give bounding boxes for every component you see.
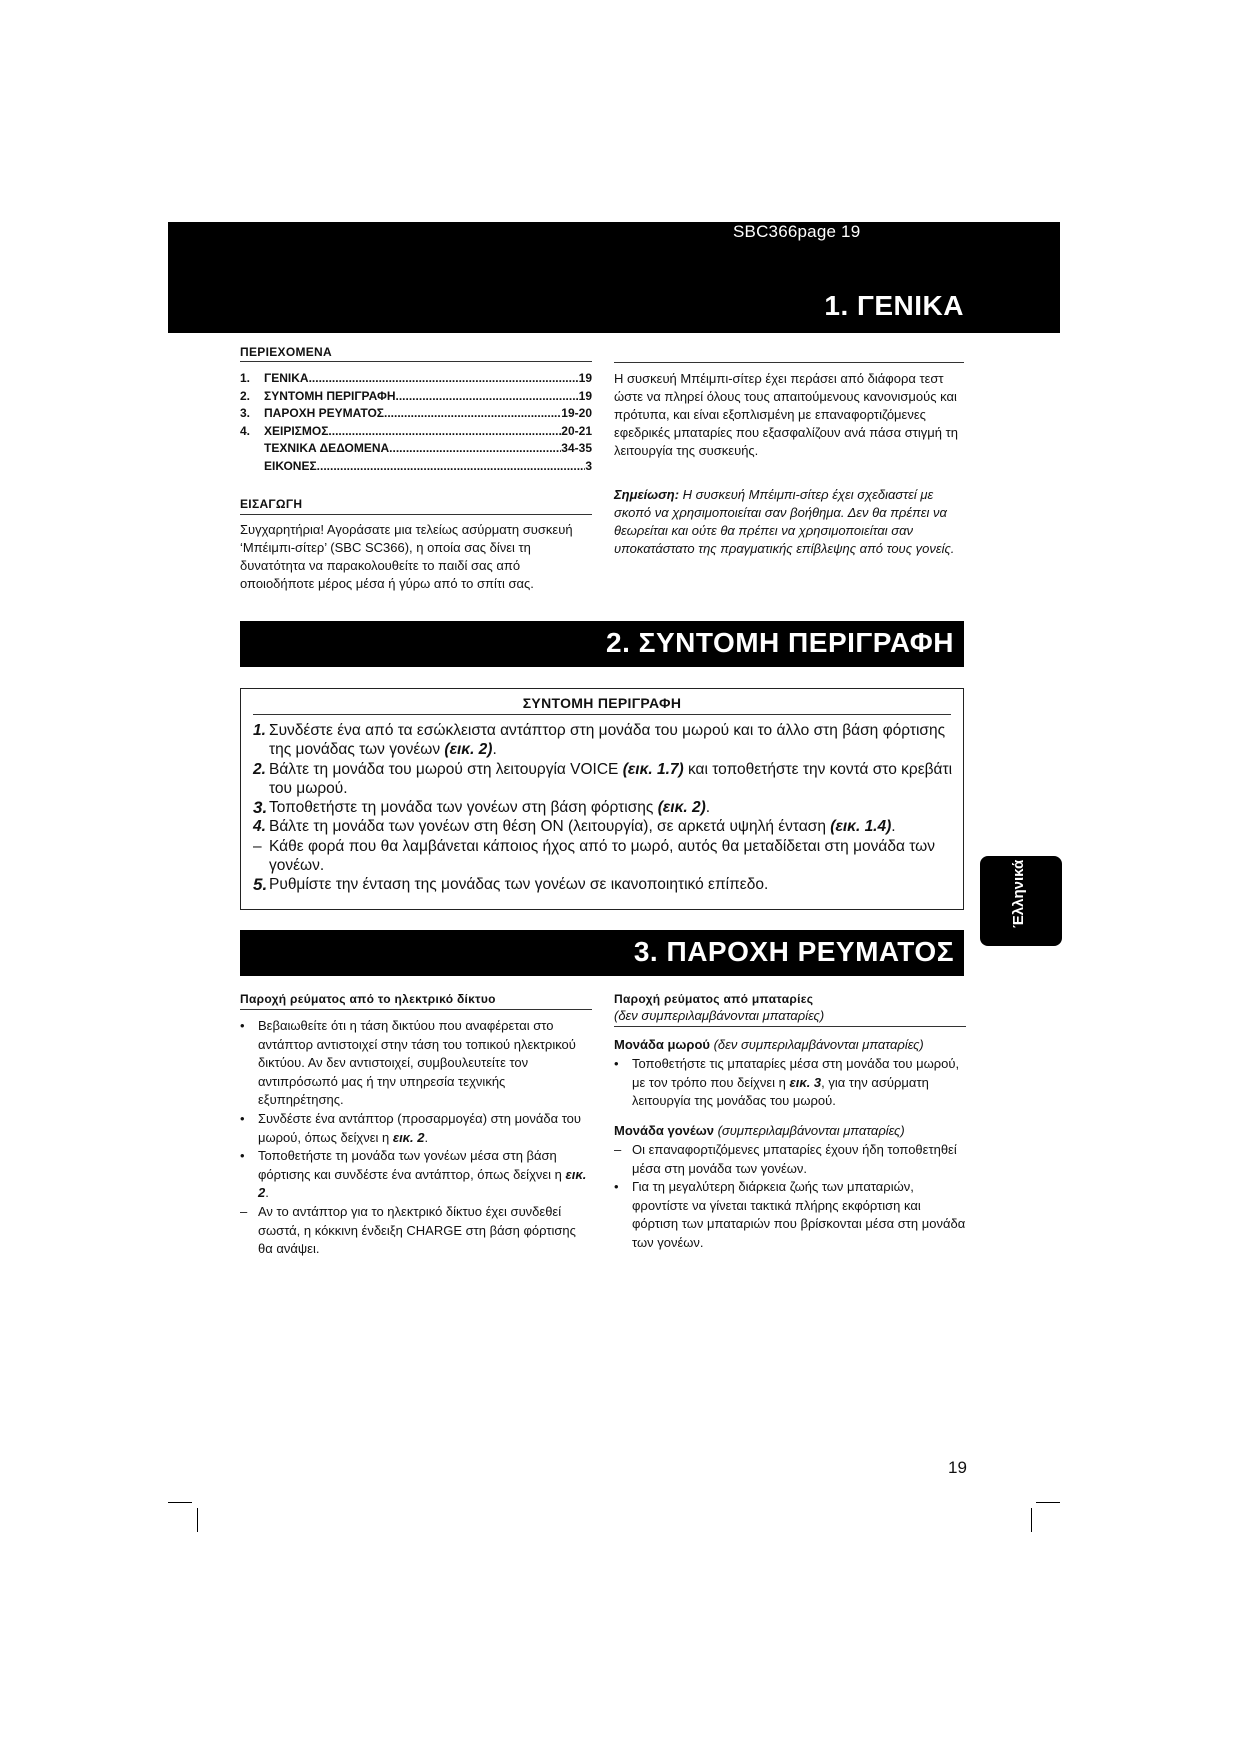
step-body: Κάθε φορά που θα λαμβάνεται κάποιος ήχος από το μωρό, αυτός θα μεταδίδεται στη μονάδα των γονέων. [269,837,936,875]
crop-mark [168,1502,192,1503]
figure-ref: (εικ. 1.7) [622,760,684,778]
parent-unit-label: Μονάδα γονέων [614,1123,714,1138]
toc-leader-dots [396,388,579,406]
toc-item[interactable] [240,440,592,458]
language-tab[interactable] [980,856,1062,946]
step-body: Ρυθμίστε την ένταση της μονάδας των γονέων σε ικανοποιητικό επίπεδο. [269,876,769,894]
step-number: 4. [253,818,266,836]
section-2-bar [240,621,964,667]
box-title: ΣΥΝΤΟΜΗ ΠΕΡΙΓΡΑΦΗ [522,695,682,711]
crop-mark [1036,1502,1060,1503]
list-item-text [258,1147,592,1203]
list-item [240,1110,592,1147]
list-item [240,1017,592,1110]
step-item [253,837,953,876]
document-ref: SBC366page 19 [733,222,861,241]
section-1-title: 1. ΓΕΝΙΚΑ [824,290,964,321]
general-paragraph: Η συσκευή Μπέιμπι-σίτερ έχει περάσει από διάφορα τεστ ώστε να πληρεί όλους τους απαιτούμενους κανονισμούς και πρότυπα, και είναι εξοπλισμένη με επαναφορτιζόμενες εφεδρικές μπαταρίες που εξασφαλίζουν ανά πάσα στιγμή τη λειτουργία της συσκευής. [614,371,958,458]
baby-unit-list [614,1055,966,1111]
list-item-tail: . [424,1129,429,1145]
figure-ref: εικ. 2 [258,1166,587,1201]
figure-ref: εικ. 2 [392,1129,425,1145]
list-item-text [258,1110,592,1147]
step-number: 5. [253,875,268,895]
note-text: Η συσκευή Μπέιμπι-σίτερ έχει σχεδιαστεί με σκοπό να χρησιμοποιείται σαν βοήθημα. Δεν θα πρέπει να θεωρείται και ούτε θα πρέπει να χρησιμοποιείται σαν υποκατάστατο της πραγματικής επίβλεψης από τους γονείς. [614,487,955,556]
page-number: 19 [948,1458,967,1477]
general-note [614,486,966,558]
mains-list [240,1017,592,1259]
list-item-text [632,1055,966,1111]
toc-item-title: ΤΕΧΝΙΚΑ ΔΕΔΟΜΕΝΑ [264,441,390,455]
toc-item-page: 3 [585,458,592,473]
step-tail: . [705,799,711,817]
figure-ref: εικ. 3 [789,1074,822,1090]
intro-heading-rule [240,514,592,515]
toc-leader-dots [384,405,561,423]
battery-subheading: (δεν συμπεριλαμβάνονται μπαταρίες) [614,1008,825,1023]
toc-item-number [240,458,264,476]
battery-heading: Παροχή ρεύματος από μπαταρίες [614,992,814,1006]
step-text [269,875,953,894]
list-item [614,1141,966,1178]
section-3-title: 3. ΠΑΡΟΧΗ ΡΕΥΜΑΤΟΣ [633,936,954,967]
bullet-mark: • [614,1056,619,1071]
toc-item-page: 20-21 [561,423,592,438]
step-text [269,798,953,817]
toc-item-page: 34-35 [561,441,592,455]
step-item [253,760,953,799]
box-title-rule [253,714,951,715]
step-text [269,721,953,760]
mains-heading: Παροχή ρεύματος από το ηλεκτρικό δίκτυο [240,992,496,1006]
battery-heading-rule [614,1026,966,1027]
toc-item[interactable] [240,423,592,441]
list-item-text: Για τη μεγαλύτερη διάρκεια ζωής των μπαταριών, φροντίστε να γίνεται τακτικά πλήρης εκφόρτιση και φόρτιση των μπαταριών που βρίσκονται μέσα στη μονάδα των γονέων. [632,1179,966,1250]
toc-item-page: 19 [578,371,592,385]
toc-item-number: 3. [240,406,251,420]
toc-item-title: ΓΕΝΙΚΑ [264,371,309,385]
section-3-bar [240,930,964,976]
step-number: 3. [253,798,268,818]
crop-mark [1031,1508,1032,1532]
list-item-text: Βεβαιωθείτε ότι η τάση δικτύου που αναφέρεται στο αντάπτορ αντιστοιχεί στην τάση του τοπικού ηλεκτρικού δικτύου. Αν δεν αντιστοιχεί, συμβουλευτείτε τον αντιπρόσωπό μας ή την υπηρεσία τεχνικής εξυπηρέτησης. [258,1018,576,1108]
step-body: Βάλτε τη μονάδα των γονέων στη θέση ON (λειτουργία), σε αρκετά υψηλή ένταση [269,818,831,836]
list-item [240,1147,592,1203]
list-item [614,1055,966,1111]
baby-unit-note: (δεν συμπεριλαμβάνονται μπαταρίες) [709,1037,924,1052]
step-tail: . [891,818,896,836]
toc-heading-rule [240,361,592,362]
baby-unit-heading [614,1036,966,1054]
parent-unit-heading [614,1122,966,1140]
section-2-title: 2. ΣΥΝΤΟΜΗ ΠΕΡΙΓΡΑΦΗ [606,627,954,658]
bullet-mark: • [240,1018,245,1033]
language-tab-label: Έλληνικά [1010,859,1027,928]
list-item-tail: , για την ασύρματη λειτουργία της μονάδας του μωρού. [632,1074,929,1109]
step-number: 2. [253,760,266,778]
step-tail: και τοποθετήστε την κοντά στο κρεβάτι του μωρού. [269,760,953,797]
bullet-mark: • [240,1110,245,1126]
toc-item-title: ΕΙΚΟΝΕΣ [264,458,317,473]
toc-item[interactable] [240,458,592,476]
bullet-mark: • [240,1148,245,1164]
header-bar [168,222,1060,333]
step-item [253,721,953,760]
step-item [253,875,953,894]
toc-item-title: ΠΑΡΟΧΗ ΡΕΥΜΑΤΟΣ [264,406,384,420]
figure-ref: (εικ. 2) [444,741,493,759]
parent-unit-note: (συμπεριλαμβάνονται μπαταρίες) [713,1123,905,1138]
toc-item-number: 1. [240,371,251,385]
toc-item-number [240,440,264,458]
dash-mark: – [614,1142,622,1157]
toc-leader-dots [317,458,586,476]
step-text [269,837,953,876]
list-item-body: Τοποθετήστε τις μπαταρίες μέσα στη μονάδα του μωρού, με τον τρόπο που δείχνει η [632,1056,960,1090]
toc-item-page: 19-20 [561,406,592,420]
toc-item[interactable] [240,388,592,406]
step-number: – [253,837,262,855]
table-of-contents [240,370,592,475]
intro-heading: ΕΙΣΑΓΩΓΗ [240,497,303,511]
list-item-text: Οι επαναφορτιζόμενες μπαταρίες έχουν ήδη τοποθετηθεί μέσα στη μονάδα των γονέων. [632,1142,957,1176]
toc-item-title: ΧΕΙΡΙΣΜΟΣ [264,423,329,438]
note-label: Σημείωση: [614,487,680,502]
list-item-tail: . [265,1185,269,1201]
step-tail: . [492,741,497,759]
quick-description-box [240,688,964,910]
step-body: Συνδέστε ένα από τα εσώκλειστα αντάπτορ στη μονάδα του μωρού και το άλλο στη βάση φόρτισης της μονάδας των γονέων [269,722,946,759]
bullet-mark: • [614,1179,619,1195]
step-body: Βάλτε τη μονάδα του μωρού στη λειτουργία VOICE [269,760,623,778]
figure-ref: (εικ. 2) [657,799,706,817]
step-text [269,817,953,836]
figure-ref: (εικ. 1.4) [830,818,892,836]
step-item [253,817,953,836]
toc-leader-dots [328,423,561,441]
dash-mark: – [240,1203,248,1219]
toc-item-number: 4. [240,423,251,438]
toc-item-number: 2. [240,388,251,403]
toc-item[interactable] [240,405,592,423]
crop-mark [197,1508,198,1532]
step-number: 1. [253,722,266,739]
toc-leader-dots [389,440,561,458]
general-rule [614,362,964,363]
mains-heading-rule [240,1009,592,1010]
step-item [253,798,953,817]
step-body: Τοποθετήστε τη μονάδα των γονέων στη βάση φόρτισης [269,799,658,817]
steps-list [253,721,953,895]
baby-unit-label: Μονάδα μωρού [614,1037,710,1052]
toc-leader-dots [309,370,579,388]
list-item [240,1203,592,1259]
toc-heading: ΠΕΡΙΕΧΟΜΕΝΑ [240,345,332,359]
toc-item[interactable] [240,370,592,388]
parent-unit-list [614,1141,966,1253]
toc-item-page: 19 [578,388,592,403]
list-item-text: Αν το αντάπτορ για το ηλεκτρικό δίκτυο έχει συνδεθεί σωστά, η κόκκινη ένδειξη CHARGE στη βάση φόρτισης θα ανάψει. [258,1203,576,1257]
list-item-body: Συνδέστε ένα αντάπτορ (προσαρμογέα) στη μονάδα του μωρού, όπως δείχνει η [258,1110,582,1145]
step-text [269,760,953,799]
intro-paragraph: Συγχαρητήρια! Αγοράσατε μια τελείως ασύρματη συσκευή ‘Μπέιμπι-σίτερ’ (SBC SC366), η οποία σας δίνει τη δυνατότητα να παρακολουθείτε το παιδί σας από οποιοδήποτε μέρος μέσα ή γύρω από το σπίτι σας. [240,522,573,591]
list-item-body: Τοποθετήστε τη μονάδα των γονέων μέσα στη βάση φόρτισης και συνδέστε ένα αντάπτορ, όπως δείχνει η [258,1148,566,1182]
toc-item-title: ΣΥΝΤΟΜΗ ΠΕΡΙΓΡΑΦΗ [264,388,396,403]
list-item [614,1178,966,1252]
